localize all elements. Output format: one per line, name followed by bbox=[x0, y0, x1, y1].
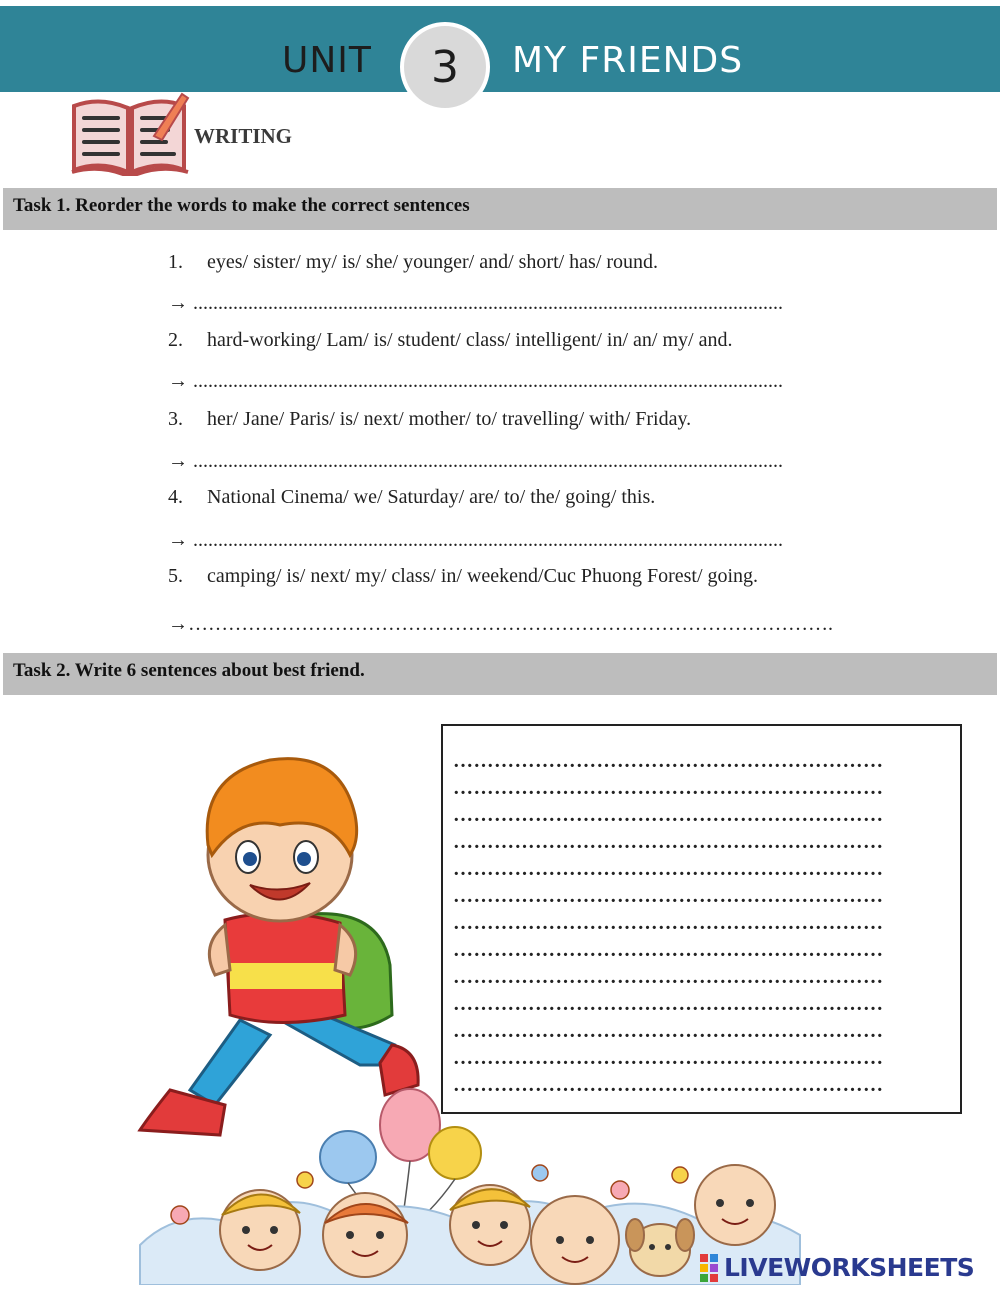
section-label: WRITING bbox=[194, 124, 293, 148]
writing-line[interactable]: ……………………………………………………… bbox=[453, 831, 884, 853]
writing-line[interactable]: ……………………………………………………… bbox=[453, 1074, 884, 1096]
task1-item: 3. her/ Jane/ Paris/ is/ next/ mother/ to/ travelling/ with/ Friday. bbox=[168, 408, 692, 430]
task1-answer-line[interactable]: → ...................................................................................................................... bbox=[168, 450, 783, 472]
task1-answer-line[interactable]: → ...................................................................................................................... bbox=[168, 292, 783, 314]
task1-bar bbox=[3, 188, 997, 230]
brand-name: LIVEWORKSHEETS bbox=[724, 1253, 975, 1282]
task1-item: 2. hard-working/ Lam/ is/ student/ class/ intelligent/ in/ an/ my/ and. bbox=[168, 329, 733, 351]
task1-item: 5. camping/ is/ next/ my/ class/ in/ weekend/Cuc Phuong Forest/ going. bbox=[168, 565, 759, 587]
task1-answer-line[interactable]: → ...................................................................................................................... bbox=[168, 529, 783, 551]
open-book-icon bbox=[70, 92, 190, 176]
header-band bbox=[0, 6, 1000, 92]
task2-title: Task 2. Write 6 sentences about best friend. bbox=[13, 660, 365, 681]
task1-title: Task 1. Reorder the words to make the correct sentences bbox=[13, 195, 470, 216]
writing-line[interactable]: ……………………………………………………… bbox=[453, 858, 884, 880]
writing-line[interactable]: ……………………………………………………… bbox=[453, 939, 884, 961]
writing-line[interactable]: ……………………………………………………… bbox=[453, 1020, 884, 1042]
unit-label: UNIT bbox=[282, 40, 372, 81]
unit-number-badge: 3 bbox=[400, 22, 490, 112]
writing-line[interactable]: ……………………………………………………… bbox=[453, 993, 884, 1015]
writing-line[interactable]: ……………………………………………………… bbox=[453, 966, 884, 988]
writing-line[interactable]: ……………………………………………………… bbox=[453, 804, 884, 826]
writing-box[interactable] bbox=[441, 724, 962, 1114]
writing-line[interactable]: ……………………………………………………… bbox=[453, 750, 884, 772]
task1-item: 1. eyes/ sister/ my/ is/ she/ younger/ and/ short/ has/ round. bbox=[168, 251, 659, 273]
writing-line[interactable]: ……………………………………………………… bbox=[453, 912, 884, 934]
task1-answer-line[interactable]: → ...................................................................................................................... bbox=[168, 370, 783, 392]
writing-line[interactable]: ……………………………………………………… bbox=[453, 885, 884, 907]
task2-bar bbox=[3, 653, 997, 695]
unit-title: MY FRIENDS bbox=[512, 40, 744, 81]
writing-line[interactable]: ……………………………………………………… bbox=[453, 777, 884, 799]
task1-item: 4. National Cinema/ we/ Saturday/ are/ to/ the/ going/ this. bbox=[168, 486, 656, 508]
task1-answer-line[interactable]: →……………………………………………………………………………………. bbox=[168, 613, 833, 635]
writing-line[interactable]: ……………………………………………………… bbox=[453, 1047, 884, 1069]
